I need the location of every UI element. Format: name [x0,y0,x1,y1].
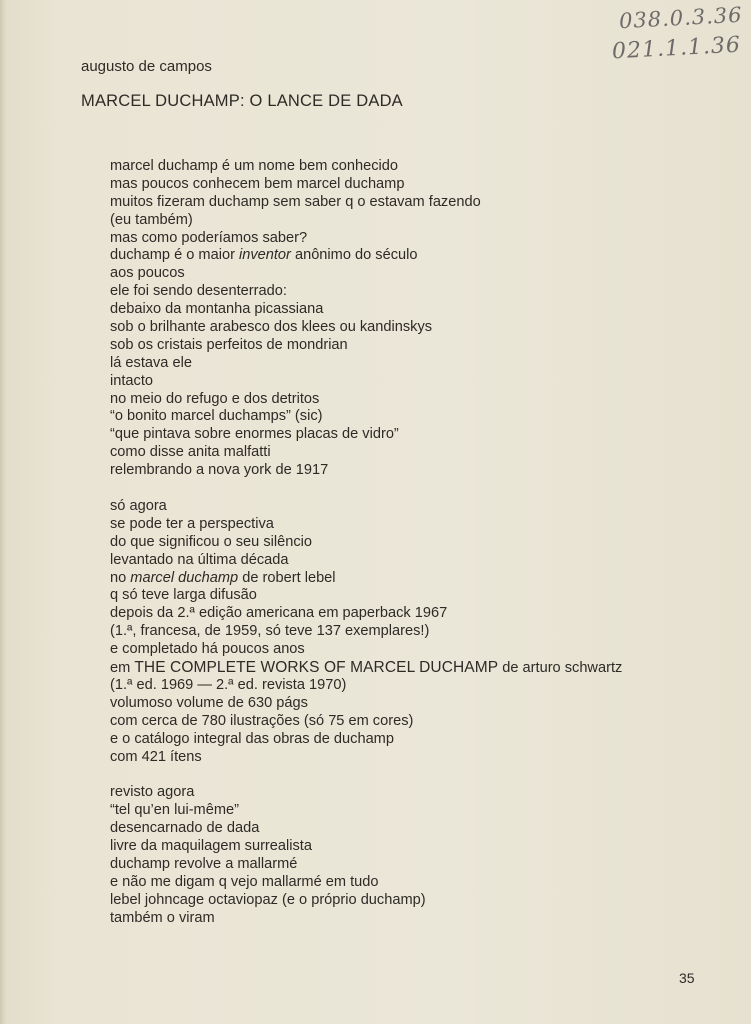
line-text: sob o brilhante arabesco dos klees ou kandinskys [110,319,433,336]
poem-line [110,247,710,265]
line-text: e o catálogo integral das obras de duchamp [110,730,394,747]
poem-line [110,408,710,426]
poem-line [110,337,710,355]
line-text: também o viram [110,909,215,926]
line-text: “que pintava sobre enormes placas de vidro” [110,426,399,443]
poem-line [110,498,710,516]
poem-line [110,892,710,910]
line-text: muitos fizeram duchamp sem saber q o estavam fazendo [110,193,481,210]
poem-line [110,838,710,856]
line-text: “o bonito marcel duchamps” (sic) [110,408,323,425]
poem-title: MARCEL DUCHAMP: O LANCE DE DADA [81,92,403,110]
author-name: augusto de campos [81,58,212,75]
page-binding-edge [0,0,6,1024]
poem-line [110,552,710,570]
poem-line [110,820,710,838]
poem-line [110,426,710,444]
poem-line [110,391,710,409]
poem-line [110,301,710,319]
poem-line [110,212,710,230]
poem-line [110,265,710,283]
line-text: debaixo da montanha picassiana [110,301,324,318]
catalog-mark-2: 021.1.1.36 [611,32,742,65]
poem-line [110,856,710,874]
poem-line [110,176,710,194]
line-text: de arturo schwartz [498,660,623,677]
poem-line [110,462,710,480]
poem-line [110,158,710,176]
poem-line [110,910,710,928]
poem-line [110,444,710,462]
line-text: só agora [110,498,167,515]
poem-line [110,605,710,623]
line-text: no [110,569,131,586]
poem-line [110,749,710,767]
poem-body [110,158,710,946]
line-text: duchamp é o maior [110,247,239,264]
line-text: “tel qu’en lui-même” [110,802,239,819]
line-text: (eu também) [110,211,193,228]
line-text: (1.ª ed. 1969 — 2.ª ed. revista 1970) [110,676,347,693]
line-text: revisto agora [110,784,195,801]
line-text: em [110,660,135,677]
line-text: anônimo do século [290,247,418,264]
poem-line [110,695,710,713]
line-text: relembrando a nova york de 1917 [110,462,329,479]
line-text: intacto [110,372,153,389]
line-text: marcel duchamp é um nome bem conhecido [110,158,398,174]
line-text: como disse anita malfatti [110,444,271,461]
italic-emphasis: marcel duchamp [130,569,239,586]
line-text: livre da maquilagem surrealista [110,838,312,855]
line-text: de robert lebel [238,569,336,586]
line-text: se pode ter a perspectiva [110,515,274,532]
poem-line [110,516,710,534]
poem-line [110,373,710,391]
poem-line [110,283,710,301]
line-text: levantado na última década [110,551,289,568]
poem-line [110,784,710,802]
poem-line [110,677,710,695]
poem-line [110,802,710,820]
italic-emphasis: inventor [238,247,291,264]
line-text: aos poucos [110,265,185,282]
poem-line [110,731,710,749]
line-text: sob os cristais perfeitos de mondrian [110,336,348,353]
poem-line [110,534,710,552]
stanza [110,784,710,927]
poem-line [110,874,710,892]
line-text: volumoso volume de 630 págs [110,694,308,711]
line-text: mas como poderíamos saber? [110,229,308,246]
line-text: mas poucos conhecem bem marcel duchamp [110,175,405,192]
stanza [110,158,710,480]
poem-line [110,713,710,731]
line-text: e completado há poucos anos [110,641,305,658]
poem-line [110,623,710,641]
book-title-caps: THE COMPLETE WORKS OF MARCEL DUCHAMP [134,659,499,677]
line-text: e não me digam q vejo mallarmé em tudo [110,873,379,890]
line-text: com cerca de 780 ilustrações (só 75 em cores) [110,712,414,729]
line-text: no meio do refugo e dos detritos [110,390,320,407]
poem-line [110,319,710,337]
line-text: q só teve larga difusão [110,587,257,604]
poem-line [110,587,710,605]
poem-line [110,230,710,248]
page-number: 35 [679,970,695,986]
line-text: (1.ª, francesa, de 1959, só teve 137 exemplares!) [110,623,430,640]
line-text: lá estava ele [110,354,192,371]
line-text: ele foi sendo desenterrado: [110,283,287,300]
stanza [110,498,710,766]
line-text: duchamp revolve a mallarmé [110,855,298,872]
poem-line [110,355,710,373]
line-text: do que significou o seu silêncio [110,533,313,550]
poem-line [110,194,710,212]
catalog-mark-1: 038.0.3.36 [618,2,744,34]
line-text: lebel johncage octaviopaz (e o próprio duchamp) [110,891,426,908]
line-text: depois da 2.ª edição americana em paperback 1967 [110,605,448,622]
line-text: desencarnado de dada [110,820,260,837]
poem-line [110,641,710,659]
poem-line [110,659,710,677]
line-text: com 421 ítens [110,748,202,765]
poem-line [110,570,710,588]
